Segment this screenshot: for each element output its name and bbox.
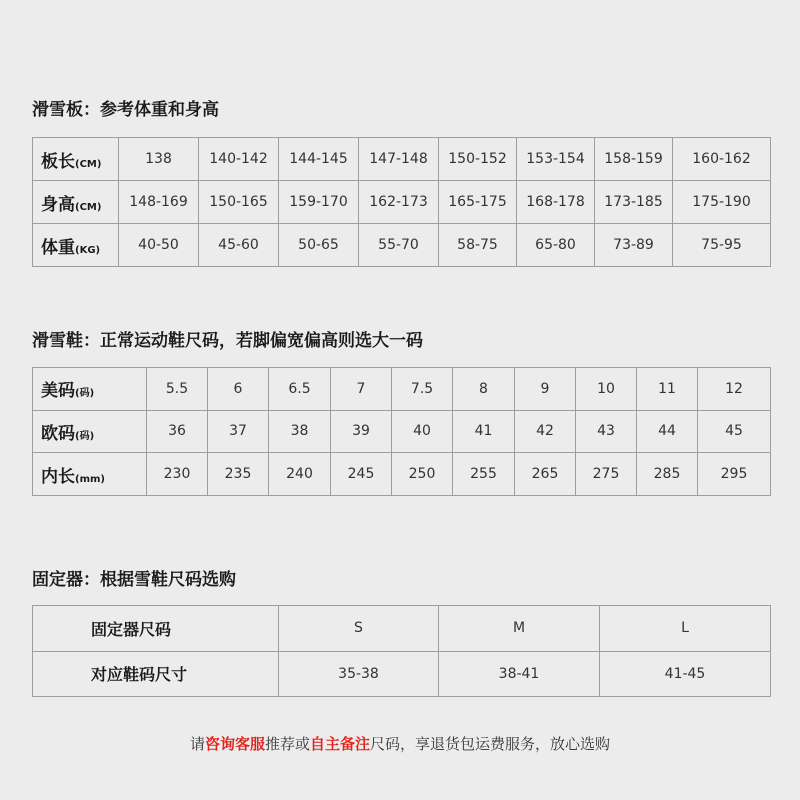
boots-row-label: 欧码 [41,423,75,444]
board-cell: 140-142 [199,138,279,181]
binding-cell: L [600,606,771,652]
board-cell: 45-60 [199,224,279,267]
board-cell: 148-169 [119,181,199,224]
boots-cell: 7.5 [392,368,453,411]
boots-section-title: 滑雪鞋：正常运动鞋尺码，若脚偏宽偏高则选大一码 [32,331,423,351]
boots-cell: 37 [208,410,269,453]
footer-text-1: 请 [189,735,205,753]
binding-cell: 41-45 [600,651,771,697]
boots-cell: 5.5 [147,368,208,411]
board-cell: 50-65 [279,224,359,267]
binding-cell: S [279,606,439,652]
binding-row-label: 对应鞋码尺寸 [91,665,188,685]
board-cell: 162-173 [359,181,439,224]
board-cell: 147-148 [359,138,439,181]
boots-cell: 10 [576,368,637,411]
binding-row [33,606,771,652]
board-cell: 159-170 [279,181,359,224]
boots-cell: 45 [698,410,771,453]
board-row-label: 体重 [41,237,75,258]
board-cell: 150-165 [199,181,279,224]
boots-cell: 6.5 [269,368,331,411]
boots-cell: 235 [208,453,269,496]
boots-row-label: 美码 [41,381,75,402]
board-cell: 40-50 [119,224,199,267]
binding-table-body [33,606,771,697]
binding-cell: 38-41 [439,651,600,697]
board-row-label: 板长 [41,151,75,172]
boots-cell: 8 [453,368,515,411]
boots-size-table [32,367,771,496]
binding-cell: 35-38 [279,651,439,697]
boots-cell: 255 [453,453,515,496]
boots-row-header [33,453,147,496]
board-cell: 138 [119,138,199,181]
board-cell: 150-152 [439,138,517,181]
boots-row-header [33,410,147,453]
board-cell: 165-175 [439,181,517,224]
boots-cell: 295 [698,453,771,496]
boots-cell: 275 [576,453,637,496]
boots-cell: 44 [637,410,698,453]
boots-row-unit: (mm) [75,473,105,485]
boots-cell: 42 [515,410,576,453]
board-cell: 75-95 [673,224,771,267]
footer-highlight-consult: 咨询客服 [204,735,265,753]
binding-row-label: 固定器尺码 [91,619,172,639]
board-row-unit: (KG) [75,244,101,256]
footer-highlight-remark: 自主备注 [310,735,371,753]
boots-cell: 9 [515,368,576,411]
boots-table-body [33,368,771,496]
board-section-title: 滑雪板：参考体重和身高 [32,100,219,120]
footer-text-3: 尺码，享退货包运费服务，放心选购 [370,735,611,753]
board-table-body [33,138,771,267]
binding-size-table [32,605,771,697]
boots-cell: 41 [453,410,515,453]
footer-note [0,733,800,754]
boots-cell: 11 [637,368,698,411]
boots-row-label: 内长 [41,466,75,487]
boots-cell: 39 [331,410,392,453]
boots-row-header [33,368,147,411]
boots-row [33,368,771,411]
binding-cell: M [439,606,600,652]
boots-cell: 230 [147,453,208,496]
board-size-table [32,137,771,267]
board-cell: 73-89 [595,224,673,267]
board-row [33,181,771,224]
binding-row-header [33,606,279,652]
binding-section-title: 固定器：根据雪鞋尺码选购 [32,570,236,590]
boots-row [33,410,771,453]
footer-text-2: 推荐或 [264,735,310,753]
binding-row-header [33,651,279,697]
board-cell: 175-190 [673,181,771,224]
board-cell: 144-145 [279,138,359,181]
board-cell: 153-154 [517,138,595,181]
binding-row [33,651,771,697]
board-cell: 173-185 [595,181,673,224]
boots-cell: 7 [331,368,392,411]
board-cell: 168-178 [517,181,595,224]
boots-cell: 265 [515,453,576,496]
boots-cell: 38 [269,410,331,453]
board-row [33,138,771,181]
board-row-header [33,181,119,224]
boots-cell: 245 [331,453,392,496]
board-row-header [33,138,119,181]
boots-cell: 6 [208,368,269,411]
board-row [33,224,771,267]
boots-cell: 12 [698,368,771,411]
boots-row [33,453,771,496]
boots-cell: 43 [576,410,637,453]
boots-cell: 36 [147,410,208,453]
board-cell: 158-159 [595,138,673,181]
board-row-unit: (CM) [75,201,102,213]
board-cell: 55-70 [359,224,439,267]
boots-cell: 285 [637,453,698,496]
boots-cell: 40 [392,410,453,453]
board-row-header [33,224,119,267]
boots-row-unit: (码) [75,388,95,400]
boots-cell: 240 [269,453,331,496]
board-cell: 58-75 [439,224,517,267]
board-cell: 160-162 [673,138,771,181]
board-row-label: 身高 [41,194,75,215]
board-row-unit: (CM) [75,158,102,170]
boots-row-unit: (码) [75,430,95,442]
boots-cell: 250 [392,453,453,496]
board-cell: 65-80 [517,224,595,267]
